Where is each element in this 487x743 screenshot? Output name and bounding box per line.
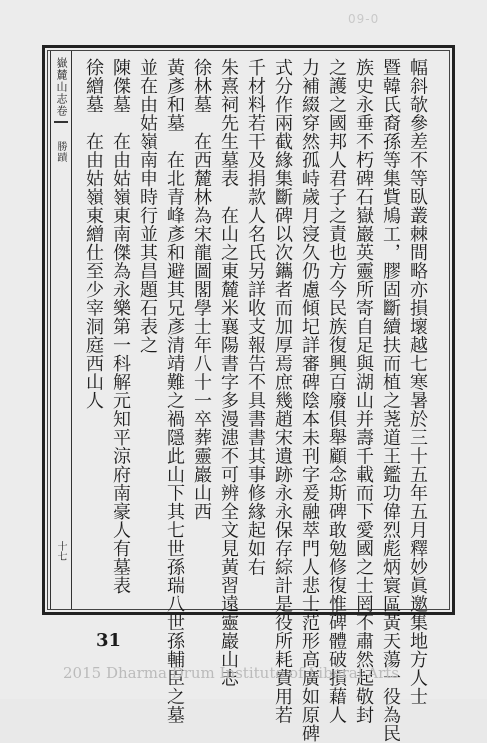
watermark-id: 09-0 [348,12,380,26]
text-column-2: 暨韓氏裔孫等集貲鳩工，膠固斷續扶而植之荛道王鑑功偉烈彪炳寰區黃天蕩一役為民 [380,58,401,743]
text-column-3: 族史永垂不朽碑石嶽巖英靈所寄自足與湖山并壽千載而下愛國之士罔不肅然起敬封 [353,58,374,724]
text-column-12: 陳傑墓 在由姑嶺東南傑為永樂第一科解元知平涼府南豪人有墓表 [110,58,131,595]
text-column-9: 徐林墓 在西麓林為宋龍圖閣學士年八十一卒葬靈巖山西 [191,58,212,521]
text-column-8: 朱熹祠先生墓表 在山之東麓米襄陽書字多漫漶不可辨全文見黃習遠靈巖山志 [218,58,239,687]
heart-title: 嶽麓山志卷 [55,57,68,117]
text-column-1: 幅斜欹參差不等臥叢棘間略亦損壞越七寒暑於三十五年五月釋妙眞邀集地方人士 [407,58,428,706]
heart-page-number: 十七 [55,541,66,561]
text-column-6: 式分作兩截緣集斷碑以次鑴者而加厚焉庶幾趙宋遺跡永永保存綜計是役所耗費用若 [272,58,293,724]
fishtail-mark [54,121,68,131]
text-column-7: 千材料若干及捐款人名氏另詳收支報告不具書書其事修緣起如右 [245,58,266,576]
text-column-10: 黃彥和墓 在北青峰彥和避其兄彥清靖難之禍隱此山下其七世孫瑞八世孫輔臣之墓 [164,58,185,724]
credit-line: 2015 Dharma Drum Institute of Liberal Arts [63,664,399,682]
block-heart [50,51,72,609]
text-column-5: 力補綴穿然孤峙歲月寖久仍慮傾圮詳審碑陰本未刊字爰融萃門人悲士范形高廣如原碑 [299,58,320,743]
text-column-11: 並在由姑嶺南申時行並其昌題石表之 [137,58,158,354]
text-column-13: 徐繒墓 在由姑嶺東繒仕至少宰洞庭西山人 [83,58,104,410]
page-number: 31 [96,630,122,651]
heart-section: 勝蹟 [55,141,66,163]
text-column-4: 之護之國邦人君子之責也方今民族復興百廢俱舉顧念斯碑敢勉修復惟碑體破損藉人 [326,58,347,724]
